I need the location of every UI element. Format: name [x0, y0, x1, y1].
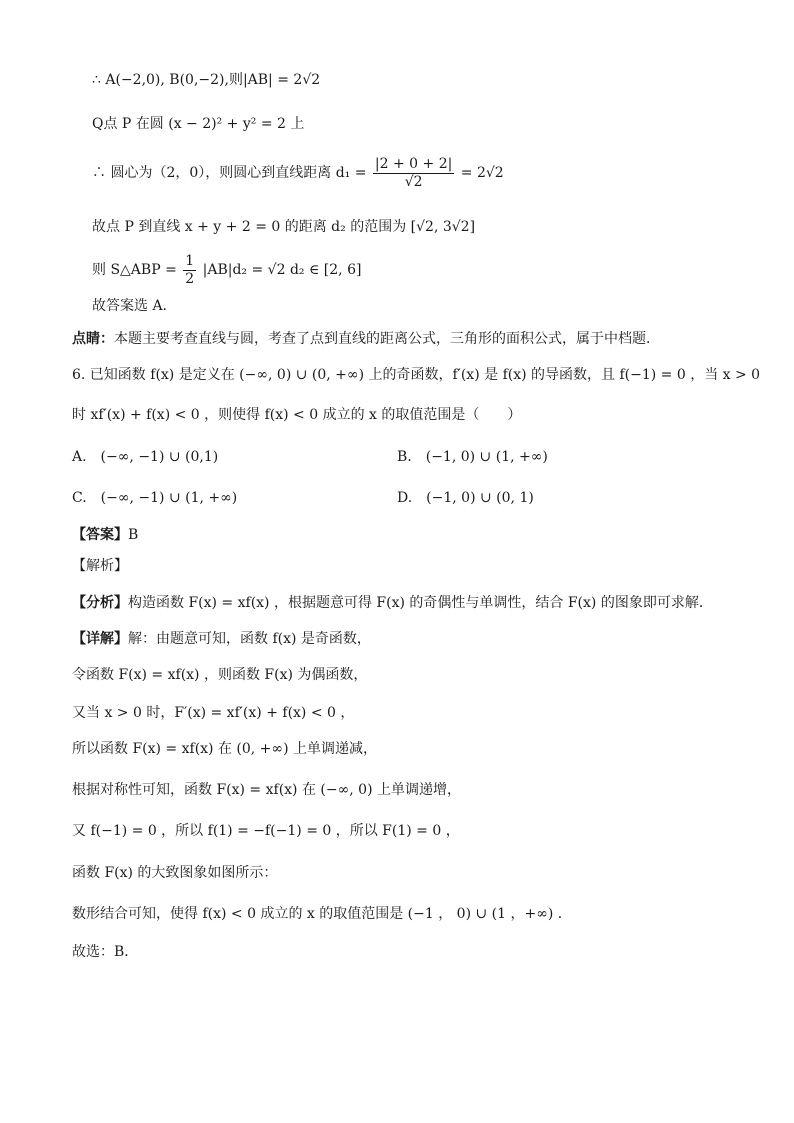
- fenxi-label: 【分析】: [72, 595, 128, 611]
- solution-line-6: 故答案选 A.: [92, 298, 168, 314]
- step-line: 又当 x > 0 时，F′(x) = xf′(x) + f(x) < 0 ，: [72, 705, 355, 721]
- solution-line-1: ∴ A(−2,0), B(0,−2),则|AB| = 2√2: [92, 72, 321, 88]
- line3-suffix: = 2√2: [460, 165, 504, 181]
- solution-line-3: [92, 155, 504, 191]
- solution-line-5: [92, 252, 361, 288]
- fraction-numerator: |2 + 0 + 2|: [374, 155, 453, 172]
- xiangjie-label: 【详解】: [72, 631, 128, 647]
- answer-value: B: [128, 527, 139, 543]
- step-line: 又 f(−1) = 0 ，所以 f(1) = −f(−1) = 0 ，所以 F(1) = 0 ，: [72, 823, 460, 839]
- fraction-numerator: 1: [185, 252, 195, 269]
- comment-label: 点睛：: [72, 331, 114, 347]
- comment-text: 本题主要考查直线与圆，考查了点到直线的距离公式，三角形的面积公式，属于中档题．: [114, 331, 660, 347]
- step-line: 根据对称性可知，函数 F(x) = xf(x) 在 (−∞, 0) 上单调递增，: [72, 782, 461, 798]
- question-6-line-1: 6. 已知函数 f(x) 是定义在 (−∞, 0) ∪ (0, +∞) 上的奇函数，f′(x) 是 f(x) 的导函数，且 f(−1) = 0 ，当 x > 0: [72, 367, 761, 383]
- step-line: 令函数 F(x) = xf(x) ，则函数 F(x) 为偶函数，: [72, 667, 368, 683]
- option-b: B. (−1, 0) ∪ (1, +∞): [397, 449, 548, 465]
- answer-label: 【答案】: [72, 527, 128, 543]
- step-line: 故选：B．: [72, 944, 139, 960]
- xiangjie-text: 解：由题意可知，函数 f(x) 是奇函数，: [128, 631, 371, 647]
- line5-suffix: |AB|d₂ = √2 d₂ ∈ [2, 6]: [202, 262, 362, 278]
- option-c: C. (−∞, −1) ∪ (1, +∞): [72, 490, 238, 506]
- option-d: D. (−1, 0) ∪ (0, 1): [397, 490, 534, 506]
- fenxi-text: 构造函数 F(x) = xf(x) ，根据题意可得 F(x) 的奇偶性与单调性，结合 F(x) 的图象即可求解．: [128, 595, 713, 611]
- half-fraction: [183, 253, 196, 288]
- answer-line: [72, 524, 138, 546]
- analysis-label: 【解析】: [72, 558, 128, 574]
- step-line: 数形结合可知，使得 f(x) < 0 成立的 x 的取值范围是 (−1 ， 0) ∪ (1 ，+∞) ．: [72, 906, 572, 922]
- distance-fraction: [373, 156, 454, 191]
- comment-line: [72, 328, 660, 350]
- solution-line-2: Q点 P 在圆 (x − 2)² + y² = 2 上: [92, 116, 305, 132]
- solution-line-4: 故点 P 到直线 x + y + 2 = 0 的距离 d₂ 的范围为 [√2, 3√2]: [92, 219, 476, 235]
- question-6-line-2: 时 xf′(x) + f(x) < 0 ，则使得 f(x) < 0 成立的 x 的取值范围是（ ）: [72, 407, 522, 423]
- step-line: 所以函数 F(x) = xf(x) 在 (0, +∞) 上单调递减，: [72, 741, 377, 757]
- line3-prefix: ∴ 圆心为（2，0），则圆心到直线距离 d₁ =: [92, 165, 367, 181]
- line5-prefix: 则 S△ABP =: [92, 262, 177, 278]
- fenxi-line: [72, 592, 713, 614]
- fraction-denominator: 2: [185, 270, 195, 287]
- fraction-denominator: √2: [404, 173, 423, 190]
- xiangjie-line: [72, 628, 371, 650]
- step-line: 函数 F(x) 的大致图象如图所示：: [72, 865, 278, 881]
- option-a: A. (−∞, −1) ∪ (0,1): [72, 449, 219, 465]
